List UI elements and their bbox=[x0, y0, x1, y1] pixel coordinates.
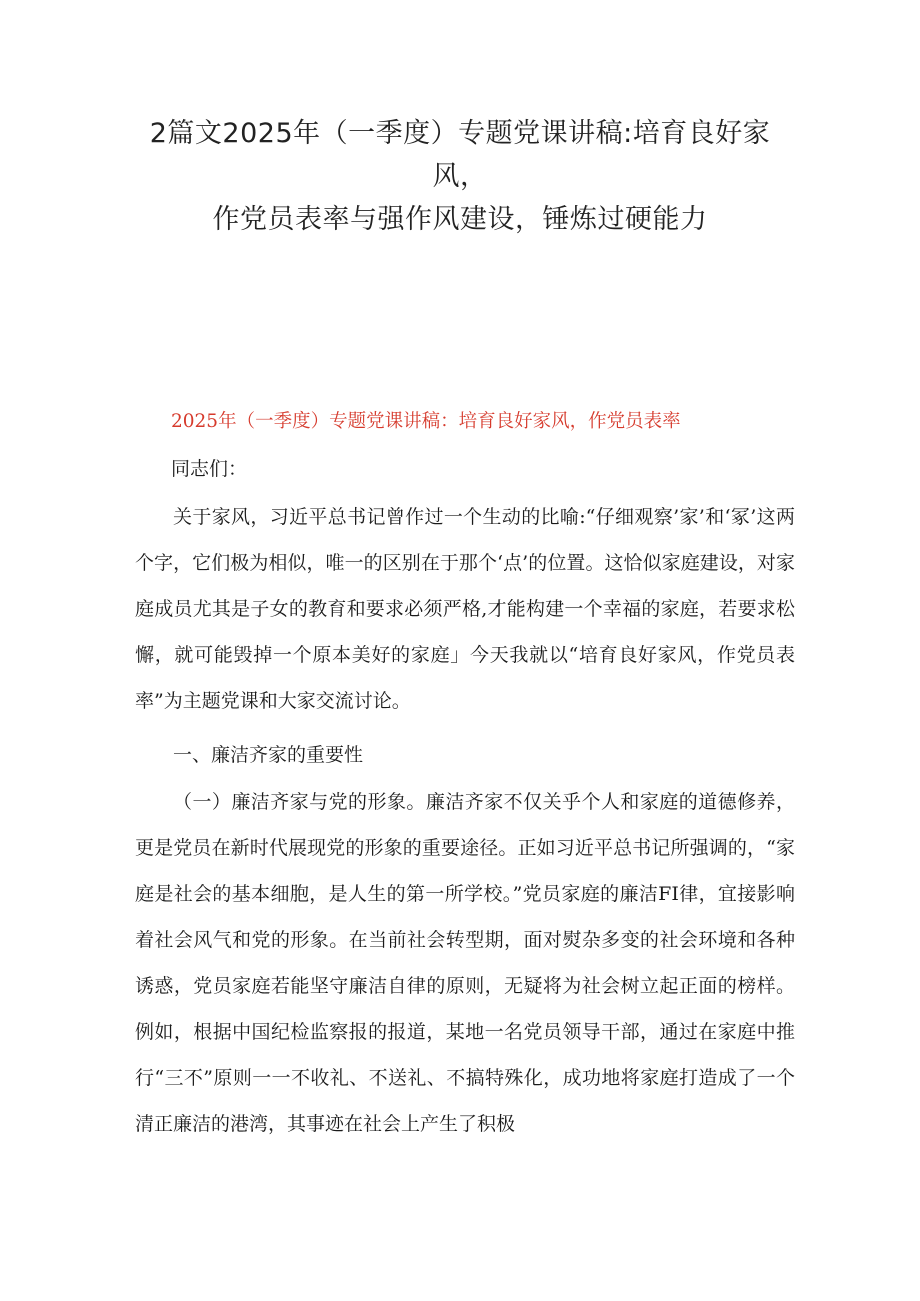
section-heading: 一、廉洁齐家的重要性 bbox=[173, 744, 364, 766]
title-line-3: 作党员表率与强作风建设，锤炼过硬能力 bbox=[212, 204, 708, 235]
paragraph-intro: 关于家风，习近平总书记曾作过一个生动的比喻:“仔细观察’家’和‘冢’这两个字，它们极为相似，唯一的区别在于那个‘点’的位置。这恰似家庭建设，对家庭成员尤其是子女的教育和要求必须严格,才能构建一个幸福的家庭，若要求松懈，就可能毁掉一个原本美好的家庭」今天我就以“培育良好家风，作党员表率”为主题党课和大家交流讨论。 bbox=[135, 506, 795, 712]
salutation: 同志们： bbox=[171, 458, 248, 480]
document-title bbox=[130, 112, 790, 241]
title-line-1: 2篇文2025年（一季度）专题党课讲稿:培育良好家 bbox=[149, 118, 771, 149]
title-line-2: 风， bbox=[432, 161, 488, 192]
paragraph-section-1: （一）廉洁齐家与党的形象。廉洁齐家不仅关乎个人和家庭的道德修养，更是党员在新时代展现党的形象的重要途径。正如习近平总书记所强调的，“家庭是社会的基本细胞，是人生的第一所学校。”党员家庭的廉洁FI律，宜接影响着社会风气和党的形象。在当前社会转型期，面对熨杂多变的社会环境和各种诱惑，党员家庭若能坚守廉洁自律的原则，无疑将为社会树立起正面的榜样。例如，根据中国纪检监察报的报道，某地一名党员领导干部，通过在家庭中推行“三不”原则一一不收礼、不送礼、不搞特殊化，成功地将家庭打造成了一个清正廉洁的港湾，其事迹在社会上产生了积极 bbox=[135, 791, 795, 1135]
section-subtitle: 2025年（一季度）专题党课讲稿：培育良好家风，作党员表率 bbox=[171, 411, 681, 432]
